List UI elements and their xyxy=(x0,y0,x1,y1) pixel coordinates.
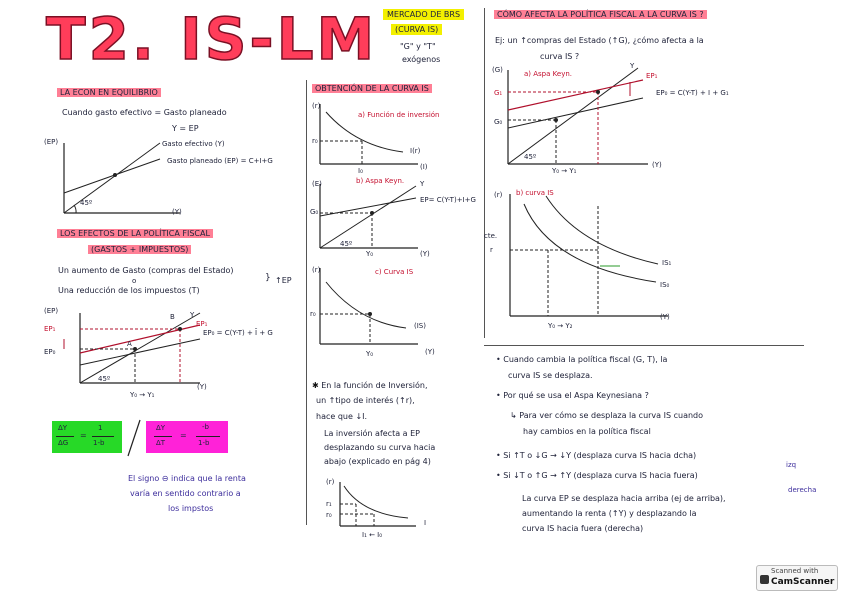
gd-x: I₁ ← I₀ xyxy=(362,531,383,539)
subtitle-curva-is: (CURVA IS) xyxy=(391,24,442,35)
g2-x: Y₀ → Y₁ xyxy=(130,391,155,399)
mult-g-rden: 1-b xyxy=(93,439,105,447)
g2-b: B xyxy=(170,313,175,321)
effect-line-2: Una reducción de los impuestos (T) xyxy=(58,286,200,295)
g2-ep1: EP₁ xyxy=(44,325,56,333)
bullet-1b: curva IS se desplaza. xyxy=(508,371,593,380)
bullet-6b: aumentando la renta (↑Y) y desplazando la xyxy=(522,509,697,518)
mult-t-den: ΔT xyxy=(156,439,166,447)
c3g2-x: Y₀ → Y₂ xyxy=(548,322,573,330)
gd-r0: r₀ xyxy=(326,511,332,519)
effect-or: o xyxy=(132,277,137,285)
col2-text-3: hace que ↓I. xyxy=(316,412,368,421)
bullet-6: La curva EP se desplaza hacia arriba (ej de arriba), xyxy=(522,494,726,503)
c3g1-x: Y₀ → Y₁ xyxy=(552,167,577,175)
gc-title: c) Curva IS xyxy=(375,268,414,276)
effect-brace: } xyxy=(265,273,271,283)
gd-xlabel: I xyxy=(424,519,427,527)
section-obtencion: OBTENCIÓN DE LA CURVA IS xyxy=(312,84,432,93)
c3g1-title: a) Aspa Keyn. xyxy=(524,70,572,78)
g1-xlabel: (Y) xyxy=(172,208,182,216)
column-divider-1 xyxy=(306,80,307,525)
mult-t-num: ΔY xyxy=(156,424,166,432)
gc-xlabel: (Y) xyxy=(425,348,435,356)
c3g1-g0: G₀ xyxy=(494,118,503,126)
section-como-afecta: CÓMO AFECTA LA POLÍTICA FISCAL A LA CURVA IS ? xyxy=(494,10,707,19)
note-line-2: varía en sentido contrario a xyxy=(130,489,241,498)
chart-curva-is xyxy=(308,264,458,354)
question-line-2: curva IS ? xyxy=(540,52,580,61)
c3g1-ep0: EP₀ = C(Y-T) + I + G₁ xyxy=(656,89,729,97)
note-line-3: los impstos xyxy=(168,504,214,513)
gd-r1: r₁ xyxy=(326,500,332,508)
c3g2-is0: IS₀ xyxy=(660,281,670,289)
col2-text-6: abajo (explicado en pág 4) xyxy=(324,457,431,466)
c3g2-xlabel: (Y) xyxy=(660,313,670,321)
mult-g-num: ΔY xyxy=(58,424,68,432)
ga-ylabel: (r) xyxy=(312,102,321,110)
bullet-5-note: derecha xyxy=(788,486,817,494)
g1-ylabel: (EP) xyxy=(44,138,59,146)
exogenous-label: exógenos xyxy=(402,55,441,64)
section-equilibrio: LA ECON EN EQUILIBRIO xyxy=(57,88,161,97)
ga-x: I₀ xyxy=(358,167,363,175)
g2-ep0-eq: EP₀ = C(Y-T) + Ī + G xyxy=(203,329,273,337)
ga-curve: I(r) xyxy=(410,147,421,155)
chart-aspa-keyn xyxy=(308,180,458,260)
subtitle-mercado: MERCADO DE BRS xyxy=(383,9,464,20)
effect-result: ↑EP xyxy=(275,276,292,285)
mult-t-eq: = xyxy=(180,431,187,440)
c3g2-title: b) curva IS xyxy=(516,189,554,197)
bullet-4: • Si ↑T o ↓G → ↓Y (desplaza curva IS hacia dcha) xyxy=(496,451,697,460)
mult-g-rnum: 1 xyxy=(98,424,103,432)
note-line-1: El signo ⊖ indica que la renta xyxy=(128,474,246,483)
section-efectos: LOS EFECTOS DE LA POLÍTICA FISCAL xyxy=(57,229,213,238)
exogenous-vars: "G" y "T" xyxy=(400,42,436,51)
col2-text-4: La inversión afecta a EP xyxy=(324,429,420,438)
gb-x: Y₀ xyxy=(366,250,374,258)
c3g1-xlabel: (Y) xyxy=(652,161,662,169)
column-divider-2 xyxy=(484,8,485,338)
eq-line-2: Y = EP xyxy=(172,124,199,133)
gd-ylabel: (r) xyxy=(326,478,335,486)
g2-a: A xyxy=(127,340,132,348)
g2-ylabel: (EP) xyxy=(44,307,59,315)
gb-g0: G₀ xyxy=(310,208,319,216)
c3g1-angle: 45º xyxy=(524,153,537,161)
col2-text-2: un ↑tipo de interés (↑r), xyxy=(316,396,415,405)
col2-text-1-label: En la función de Inversión, xyxy=(321,381,428,390)
mult-t-rden: 1-b xyxy=(198,439,210,447)
gb-title: b) Aspa Keyn. xyxy=(356,177,405,185)
chart-aspa-shift xyxy=(488,62,718,182)
g2-angle: 45º xyxy=(98,375,111,383)
ga-xlabel: (I) xyxy=(420,163,428,171)
bullet-6c: curva IS hacia fuera (derecha) xyxy=(522,524,644,533)
multiplier-g xyxy=(52,421,122,453)
c3g2-ylabel: (r) xyxy=(494,191,503,199)
chart-is-shift xyxy=(488,186,718,336)
g1-angle: 45º xyxy=(80,199,93,207)
g1-line-effective: Gasto efectivo (Y) xyxy=(162,140,225,148)
bullet-3b: hay cambios en la política fiscal xyxy=(523,427,651,436)
ga-r0: r₀ xyxy=(312,137,318,145)
c3g1-y: Y xyxy=(630,62,635,70)
gb-angle: 45º xyxy=(340,240,353,248)
c3g2-r: r xyxy=(490,246,493,254)
camscanner-watermark xyxy=(756,565,838,591)
watermark-line-1: Scanned with xyxy=(771,567,819,575)
g2-ep1-label: EP₁ xyxy=(196,320,208,328)
gc-r0: r₀ xyxy=(310,310,316,318)
bullet-4-note: izq xyxy=(786,461,797,469)
ga-title: a) Función de inversión xyxy=(358,111,440,119)
section-divider xyxy=(484,345,804,346)
c3g1-g1: G₁ xyxy=(494,89,503,97)
g2-xlabel: (Y) xyxy=(197,383,207,391)
c3g1-ep1: EP₁ xyxy=(646,72,658,80)
page-title: T2. IS-LM xyxy=(46,5,378,73)
col2-text-5: desplazando su curva hacia xyxy=(324,443,436,452)
mult-g-eq: = xyxy=(80,431,87,440)
gb-xlabel: (Y) xyxy=(420,250,430,258)
chart-equilibrium xyxy=(40,135,300,225)
bullet-5: • Si ↓T o ↑G → ↑Y (desplaza curva IS hacia fuera) xyxy=(496,471,698,480)
bullet-1: • Cuando cambia la política fiscal (G, T), la xyxy=(496,355,668,364)
watermark-line-2: CamScanner xyxy=(771,577,835,587)
mult-g-den: ΔG xyxy=(58,439,69,447)
c3g2-is1: IS₁ xyxy=(662,259,672,267)
c3g2-cte: cte. xyxy=(484,232,498,240)
c3g1-ylabel: (G) xyxy=(492,66,503,74)
gb-y: Y xyxy=(420,180,425,188)
effect-line-1: Un aumento de Gasto (compras del Estado) xyxy=(58,266,234,275)
gc-curve: (IS) xyxy=(414,322,426,330)
gb-ep: EP= C(Y-T)+I+G xyxy=(420,196,476,204)
multiplier-t xyxy=(146,421,228,453)
slash-divider xyxy=(124,418,144,458)
bullet-3: ↳ Para ver cómo se desplaza la curva IS cuando xyxy=(510,411,704,420)
g2-ep0: EP₀ xyxy=(44,348,56,356)
col2-text-1: ✱ En la función de Inversión, xyxy=(312,381,428,390)
question-line-1: Ej: un ↑compras del Estado (↑G), ¿cómo afecta a la xyxy=(495,36,704,45)
camscanner-logo-icon xyxy=(760,575,769,584)
g2-y: Y xyxy=(190,311,195,319)
mult-t-rnum: -b xyxy=(202,423,209,431)
section-efectos-sub: (GASTOS + IMPUESTOS) xyxy=(88,245,191,254)
gc-ylabel: (r) xyxy=(312,266,321,274)
bullet-2: • Por qué se usa el Aspa Keynesiana ? xyxy=(496,391,649,400)
gb-ylabel: (E) xyxy=(312,180,322,188)
chart-fiscal-effect xyxy=(40,305,310,400)
g1-line-planned: Gasto planeado (EP) = C+I+G xyxy=(167,157,273,165)
eq-line-1: Cuando gasto efectivo = Gasto planeado xyxy=(62,108,227,117)
gc-x: Y₀ xyxy=(366,350,374,358)
